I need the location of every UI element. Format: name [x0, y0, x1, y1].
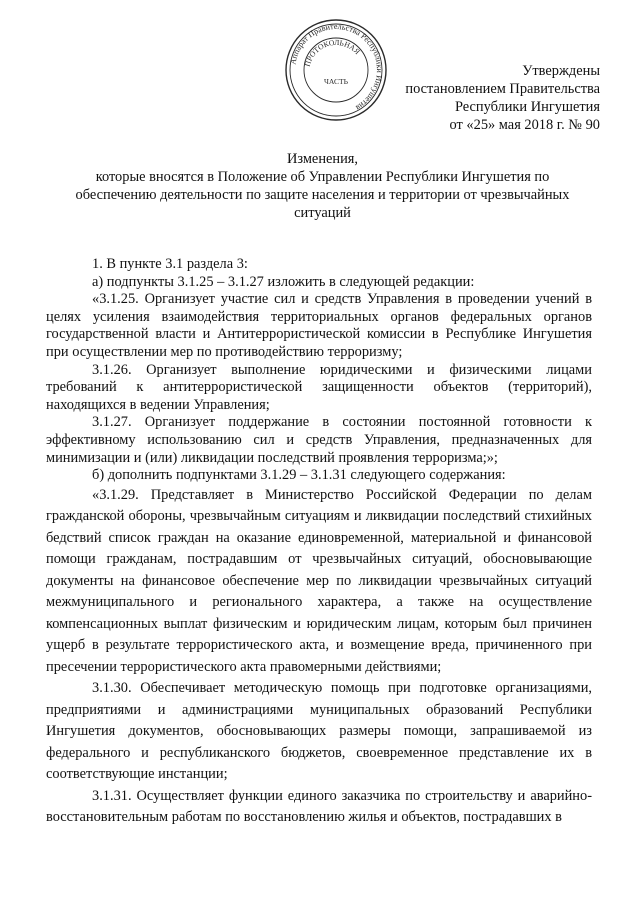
- stamp-inner-top-text: ПРОТОКОЛЬНАЯ: [302, 37, 362, 68]
- title-line: ситуаций: [294, 205, 351, 221]
- stamp-outer-text: Аппарат Правительства Республики Ингушетия: [288, 21, 385, 113]
- paragraph-3-1-27: 3.1.27. Организует поддержание в состоянии постоянной готовности к эффективному использованию сил и средств Управления, предназначенных для минимизации и (или) ликвидации последствий проявления терроризма;»;: [46, 414, 592, 466]
- approval-line: Республики Ингушетия: [454, 99, 600, 115]
- document-title: [60, 150, 585, 222]
- document-body: [46, 256, 592, 829]
- paragraph-item-1: 1. В пункте 3.1 раздела 3:: [92, 256, 248, 272]
- paragraph-subitem-b: б) дополнить подпунктами 3.1.29 – 3.1.31 следующего содержания:: [92, 467, 506, 484]
- paragraph-3-1-31: 3.1.31. Осуществляет функции единого заказчика по строительству и аварийно-восстановительным работам по восстановлению жилья и объектов, пострадавших в: [46, 787, 592, 826]
- paragraph-3-1-29: «3.1.29. Представляет в Министерство Российской Федерации по делам гражданской обороны, чрезвычайным ситуациям и ликвидации последствий стихийных бедствий список граждан на оказание единовременной, материальной и финансовой помощи гражданам, пострадавшим от чрезвычайных ситуаций, обосновывающие документы на финансовое обеспечение мер по ликвидации чрезвычайных ситуаций межмуниципального и регионального характера, а также на осуществление компенсационных выплат физическим и юридическим лицам, которым был причинен ущерб в результате террористического акта, и возмещение вреда, причиненного при пресечении террористического акта правомерными действиями;: [46, 486, 592, 675]
- approval-date-line: от «25» мая 2018 г. № 90: [449, 117, 600, 133]
- paragraph-subitem-a: а) подпункты 3.1.25 – 3.1.27 изложить в следующей редакции:: [92, 273, 475, 290]
- title-line: которые вносятся в Положение об Управлении Республики Ингушетия по: [95, 169, 550, 185]
- paragraph-3-1-25: «3.1.25. Организует участие сил и средств Управления в проведении учений в целях усиления взаимодействия территориальных органов федеральных органов государственной власти и Антитеррористической комиссии в Республике Ингушетия при осуществлении мер по противодействию терроризму;: [46, 291, 592, 360]
- paragraph-3-1-30: 3.1.30. Обеспечивает методическую помощь при подготовке организациями, предприятиями и администрациями муниципальных образований Республики Ингушетия документов, обосновывающих размеры помощи, запрашиваемой из федерального и республиканского бюджетов, своевременное представление их в соответствующие инстанции;: [46, 680, 592, 783]
- approval-line: Утверждены: [522, 63, 600, 79]
- approval-line: постановлением Правительства: [405, 81, 600, 97]
- title-line: Изменения,: [286, 151, 359, 167]
- approval-block: [340, 62, 600, 134]
- title-line: обеспечению деятельности по защите населения и территории от чрезвычайных: [75, 187, 570, 203]
- stamp-inner-bottom-text: ЧАСТЬ: [323, 77, 349, 86]
- paragraph-3-1-26: 3.1.26. Организует выполнение юридическими и физическими лицами требований к антитеррористической защищенности объектов (территорий), находящихся в ведении Управления;: [46, 361, 592, 413]
